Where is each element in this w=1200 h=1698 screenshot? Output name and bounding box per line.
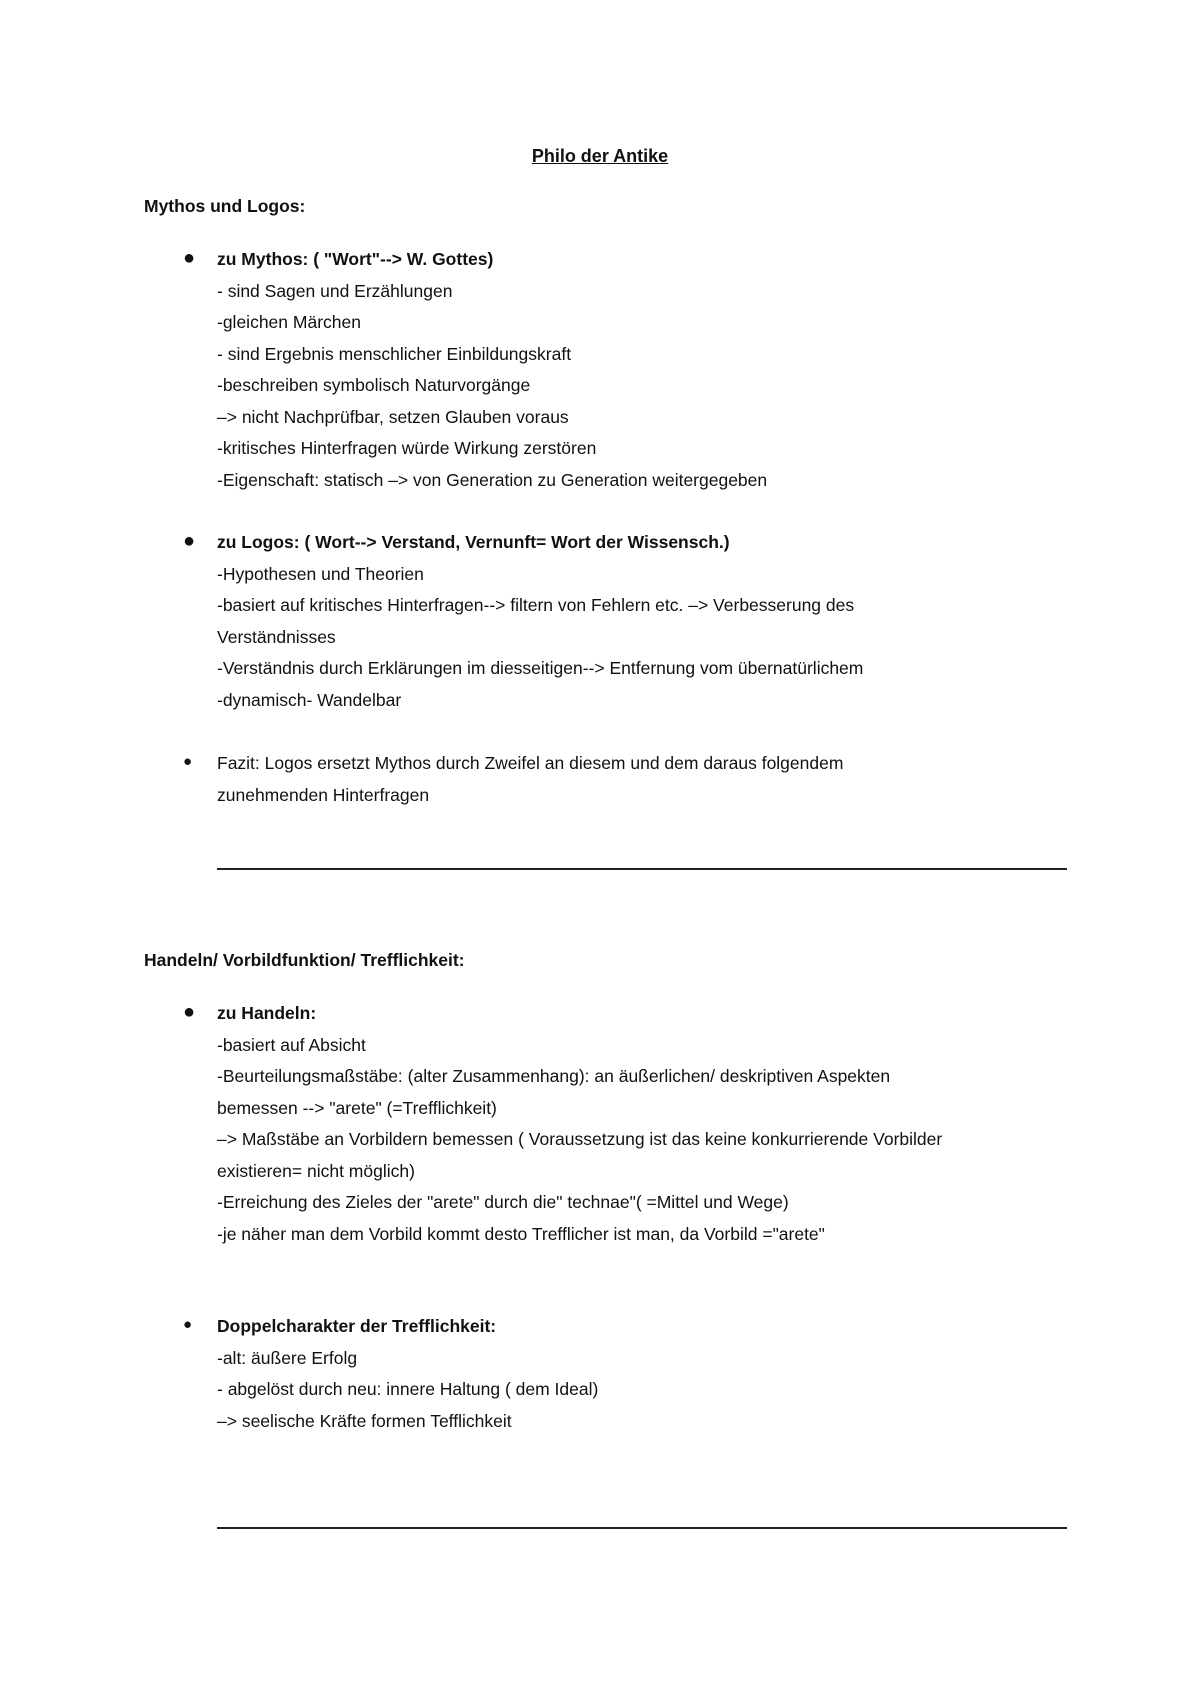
bullet-dot: ● [183, 1001, 196, 1023]
bullet-heading: zu Logos: ( Wort--> Verstand, Vernunft= Wort der Wissensch.) [217, 532, 730, 552]
bullet-heading: Doppelcharakter der Trefflichkeit: [217, 1316, 497, 1336]
text-line: Fazit: Logos ersetzt Mythos durch Zweifel an diesem und dem daraus folgendem [217, 753, 844, 773]
horizontal-rule [217, 868, 1067, 870]
text-line: –> seelische Kräfte formen Tefflichkeit [217, 1410, 512, 1431]
bullet-dot: ● [183, 1316, 193, 1333]
text-line: -basiert auf kritisches Hinterfragen--> filtern von Fehlern etc. –> Verbesserung des [217, 595, 855, 615]
text-line: Verständnisses [217, 626, 336, 647]
text-line: zunehmenden Hinterfragen [217, 784, 430, 805]
bullet-dot: ● [183, 530, 196, 552]
section-heading-mythos-logos: Mythos und Logos: [144, 196, 306, 216]
bullet-dot: ● [183, 753, 193, 770]
text-line: -kritisches Hinterfragen würde Wirkung zerstören [217, 438, 597, 458]
text-line: - abgelöst durch neu: innere Haltung ( dem Ideal) [217, 1379, 599, 1399]
text-line: bemessen --> "arete" (=Trefflichkeit) [217, 1097, 497, 1118]
text-line: - sind Ergebnis menschlicher Einbildungskraft [217, 343, 572, 364]
text-line: -beschreiben symbolisch Naturvorgänge [217, 375, 531, 395]
text-line: - sind Sagen und Erzählungen [217, 280, 453, 301]
text-line: -gleichen Märchen [217, 312, 361, 332]
text-line: –> Maßstäbe an Vorbildern bemessen ( Voraussetzung ist das keine konkurrierende Vorbilder [217, 1129, 943, 1149]
bullet-heading: zu Handeln: [217, 1003, 317, 1023]
text-line: -Beurteilungsmaßstäbe: (alter Zusammenhang): an äußerlichen/ deskriptiven Aspekten [217, 1066, 891, 1086]
bullet-heading: zu Mythos: ( "Wort"--> W. Gottes) [217, 249, 494, 269]
text-line: -Eigenschaft: statisch –> von Generation zu Generation weitergegeben [217, 469, 768, 490]
text-line: existieren= nicht möglich) [217, 1160, 415, 1181]
text-line: -je näher man dem Vorbild kommt desto Trefflicher ist man, da Vorbild ="arete" [217, 1223, 825, 1244]
text-line: -Erreichung des Zieles der "arete" durch die" technae"( =Mittel und Wege) [217, 1192, 789, 1212]
text-line: -Verständnis durch Erklärungen im diesseitigen--> Entfernung vom übernatürlichem [217, 658, 864, 678]
document-title: Philo der Antike [531, 146, 669, 166]
horizontal-rule [217, 1527, 1067, 1529]
bullet-logos [183, 527, 1067, 716]
text-line: -Hypothesen und Theorien [217, 563, 424, 584]
bullet-dot: ● [183, 247, 196, 269]
text-line: -dynamisch- Wandelbar [217, 689, 402, 710]
text-line: -alt: äußere Erfolg [217, 1347, 358, 1368]
bullet-handeln [183, 998, 1067, 1250]
bullet-doppelcharakter [183, 1311, 1067, 1437]
bullet-fazit [183, 748, 1067, 811]
section-heading-handeln: Handeln/ Vorbildfunktion/ Trefflichkeit: [144, 950, 465, 970]
text-line: –> nicht Nachprüfbar, setzen Glauben voraus [217, 406, 569, 427]
text-line: -basiert auf Absicht [217, 1034, 366, 1055]
bullet-mythos [183, 244, 1067, 496]
